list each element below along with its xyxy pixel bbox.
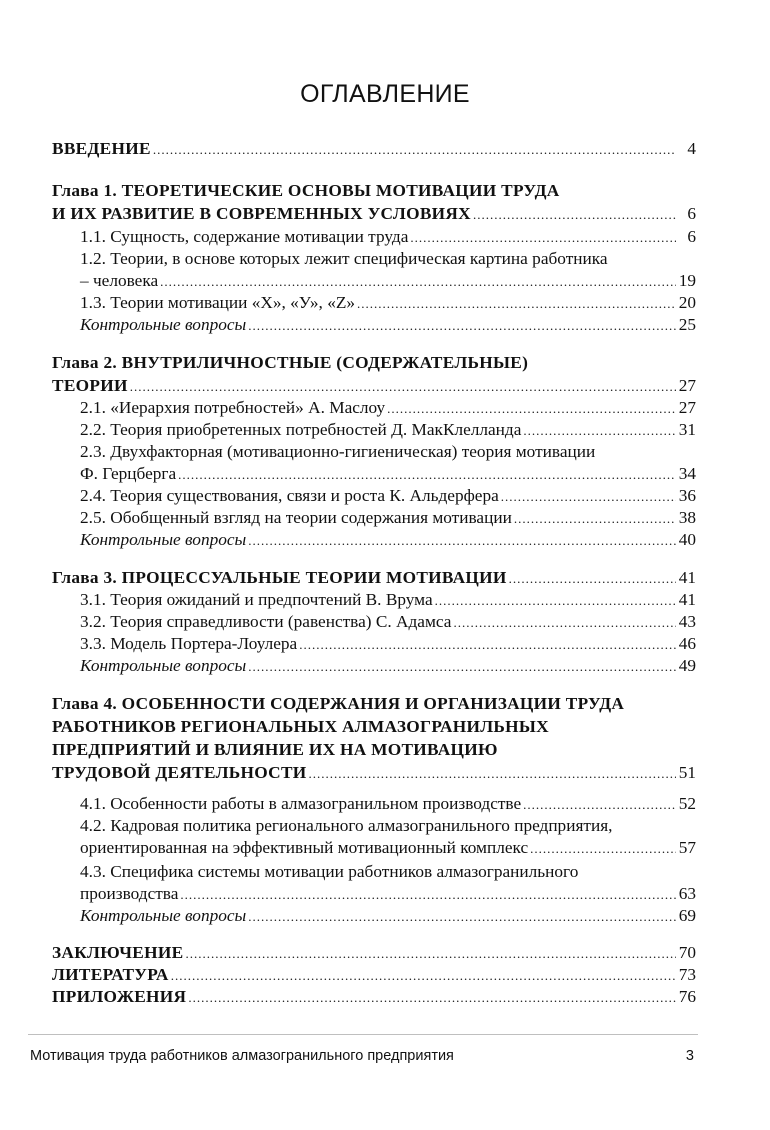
toc-chapter-1-heading: Глава 1. ТЕОРЕТИЧЕСКИЕ ОСНОВЫ МОТИВАЦИИ ТРУДА	[52, 181, 560, 200]
toc-leader-dots	[473, 204, 676, 226]
toc-entry-1-1[interactable]	[80, 226, 696, 248]
toc-entry-1-2-first-line: 1.2. Теории, в основе которых лежит специфическая картина работника	[80, 249, 608, 268]
toc-entry-2-2[interactable]	[80, 419, 696, 441]
toc-page-number: 6	[687, 204, 696, 223]
toc-entry-1-3[interactable]	[80, 292, 696, 314]
toc-page-number: 31	[678, 420, 696, 439]
toc-entry-label: производства	[80, 884, 179, 903]
toc-entry-chapter-1[interactable]	[52, 203, 696, 225]
toc-entry-4-3-first-line: 4.3. Специфика системы мотивации работников алмазогранильного	[80, 862, 579, 881]
toc-page-number: 6	[687, 227, 696, 246]
toc-entry-3-2[interactable]	[80, 611, 696, 633]
page-title: ОГЛАВЛЕНИЕ	[300, 80, 470, 108]
toc-leader-dots	[248, 315, 676, 337]
toc-entry-3-3[interactable]	[80, 633, 696, 655]
toc-entry-label: 2.5. Обобщенный взгляд на теории содержания мотивации	[80, 508, 512, 527]
toc-page-number: 25	[678, 315, 696, 334]
toc-chapter-2-heading: Глава 2. ВНУТРИЛИЧНОСТНЫЕ (СОДЕРЖАТЕЛЬНЫЕ)	[52, 353, 529, 372]
toc-entry-chapter-3-questions[interactable]	[80, 655, 696, 677]
toc-leader-dots	[514, 508, 676, 530]
toc-page-number: 49	[678, 656, 696, 675]
toc-leader-dots	[299, 634, 676, 656]
toc-leader-dots	[178, 464, 676, 486]
toc-entry-chapter-4-questions[interactable]	[80, 905, 696, 927]
toc-page-number: 43	[678, 612, 696, 631]
toc-page-number: 46	[678, 634, 696, 653]
toc-page-number: 27	[678, 376, 696, 395]
toc-leader-dots	[530, 838, 676, 860]
toc-leader-dots	[509, 568, 676, 590]
toc-entry-label: ЗАКЛЮЧЕНИЕ	[52, 943, 184, 962]
toc-leader-dots	[501, 486, 676, 508]
toc-entry-label: ЛИТЕРАТУРА	[52, 965, 169, 984]
toc-page-number: 34	[678, 464, 696, 483]
toc-leader-dots	[387, 398, 676, 420]
toc-page-number: 63	[678, 884, 696, 903]
toc-leader-dots	[153, 139, 676, 161]
toc-page-number: 69	[678, 906, 696, 925]
toc-entry-1-2[interactable]	[80, 270, 696, 292]
toc-leader-dots	[171, 965, 676, 987]
toc-page-number: 36	[678, 486, 696, 505]
footer-divider	[28, 1034, 698, 1035]
toc-entry-label: Контрольные вопросы	[80, 315, 247, 334]
toc-entry-label: ориентированная на эффективный мотивационный комплекс	[80, 838, 529, 857]
toc-entry-literature[interactable]	[52, 964, 696, 986]
toc-entry-2-4[interactable]	[80, 485, 696, 507]
toc-entry-chapter-3[interactable]	[52, 567, 696, 589]
toc-leader-dots	[309, 763, 676, 785]
toc-entry-label: – человека	[80, 271, 159, 290]
toc-entry-label: 4.1. Особенности работы в алмазогранильном производстве	[80, 794, 522, 813]
toc-page-number: 38	[678, 508, 696, 527]
toc-page-number: 41	[678, 568, 696, 587]
toc-entry-introduction[interactable]	[52, 138, 696, 160]
toc-leader-dots	[185, 943, 676, 965]
toc-leader-dots	[248, 530, 676, 552]
toc-entry-4-2-first-line: 4.2. Кадровая политика регионального алмазогранильного предприятия,	[80, 816, 613, 835]
toc-chapter-4-heading-line-3: ПРЕДПРИЯТИЙ И ВЛИЯНИЕ ИХ НА МОТИВАЦИЮ	[52, 740, 498, 759]
toc-entry-label: ТРУДОВОЙ ДЕЯТЕЛЬНОСТИ	[52, 763, 307, 782]
footer-page-number: 3	[685, 1048, 694, 1064]
toc-page-number: 41	[678, 590, 696, 609]
toc-entry-label: 3.2. Теория справедливости (равенства) С. Адамса	[80, 612, 452, 631]
toc-entry-2-3[interactable]	[80, 463, 696, 485]
running-footer-title: Мотивация труда работников алмазогранильного предприятия	[30, 1048, 454, 1064]
toc-entry-label: Глава 3. ПРОЦЕССУАЛЬНЫЕ ТЕОРИИ МОТИВАЦИИ	[52, 568, 507, 587]
toc-page-number: 27	[678, 398, 696, 417]
toc-entry-label: 1.1. Сущность, содержание мотивации труда	[80, 227, 409, 246]
toc-entry-2-1[interactable]	[80, 397, 696, 419]
toc-leader-dots	[180, 884, 676, 906]
toc-entry-2-3-first-line: 2.3. Двухфакторная (мотивационно-гигиеническая) теория мотивации	[80, 442, 596, 461]
toc-entry-2-5[interactable]	[80, 507, 696, 529]
toc-page-number: 70	[678, 943, 696, 962]
toc-entry-label: 3.1. Теория ожиданий и предпочтений В. Врума	[80, 590, 433, 609]
toc-entry-appendices[interactable]	[52, 986, 696, 1008]
toc-entry-chapter-1-questions[interactable]	[80, 314, 696, 336]
toc-leader-dots	[130, 376, 676, 398]
toc-leader-dots	[160, 271, 676, 293]
toc-leader-dots	[248, 906, 676, 928]
toc-entry-label: Контрольные вопросы	[80, 656, 247, 675]
toc-entry-label: 2.4. Теория существования, связи и роста К. Альдерфера	[80, 486, 499, 505]
toc-entry-4-3[interactable]	[80, 883, 696, 905]
toc-entry-label: Контрольные вопросы	[80, 530, 247, 549]
toc-leader-dots	[188, 987, 676, 1009]
toc-page-number: 19	[678, 271, 696, 290]
toc-page-number: 57	[678, 838, 696, 857]
toc-entry-label: ПРИЛОЖЕНИЯ	[52, 987, 187, 1006]
toc-page-number: 40	[678, 530, 696, 549]
toc-leader-dots	[357, 293, 676, 315]
toc-chapter-4-heading-line-2: РАБОТНИКОВ РЕГИОНАЛЬНЫХ АЛМАЗОГРАНИЛЬНЫХ	[52, 717, 549, 736]
toc-page-number: 52	[678, 794, 696, 813]
toc-leader-dots	[523, 794, 676, 816]
toc-entry-label: 1.3. Теории мотивации «Х», «У», «Z»	[80, 293, 356, 312]
toc-leader-dots	[435, 590, 676, 612]
toc-entry-3-1[interactable]	[80, 589, 696, 611]
toc-page-number: 4	[687, 139, 696, 158]
toc-leader-dots	[410, 227, 676, 249]
toc-entry-label: 2.2. Теория приобретенных потребностей Д. МакКлелланда	[80, 420, 522, 439]
toc-leader-dots	[453, 612, 676, 634]
toc-entry-label: ВВЕДЕНИЕ	[52, 139, 151, 158]
toc-entry-label: Контрольные вопросы	[80, 906, 247, 925]
toc-entry-4-2[interactable]	[80, 837, 696, 859]
toc-page-number: 76	[678, 987, 696, 1006]
toc-leader-dots	[523, 420, 676, 442]
toc-entry-label: И ИХ РАЗВИТИЕ В СОВРЕМЕННЫХ УСЛОВИЯХ	[52, 204, 471, 223]
toc-entry-chapter-2[interactable]	[52, 375, 696, 397]
toc-entry-4-1[interactable]	[80, 793, 696, 815]
toc-entry-chapter-4[interactable]	[52, 762, 696, 784]
toc-entry-label: 3.3. Модель Портера-Лоулера	[80, 634, 298, 653]
toc-page-number: 51	[678, 763, 696, 782]
toc-entry-label: Ф. Герцберга	[80, 464, 177, 483]
toc-leader-dots	[248, 656, 676, 678]
toc-entry-conclusion[interactable]	[52, 942, 696, 964]
toc-entry-label: 2.1. «Иерархия потребностей» А. Маслоу	[80, 398, 386, 417]
toc-page-number: 20	[678, 293, 696, 312]
toc-entry-label: ТЕОРИИ	[52, 376, 128, 395]
toc-entry-chapter-2-questions[interactable]	[80, 529, 696, 551]
toc-chapter-4-heading-line-1: Глава 4. ОСОБЕННОСТИ СОДЕРЖАНИЯ И ОРГАНИЗАЦИИ ТРУДА	[52, 694, 625, 713]
toc-page-number: 73	[678, 965, 696, 984]
